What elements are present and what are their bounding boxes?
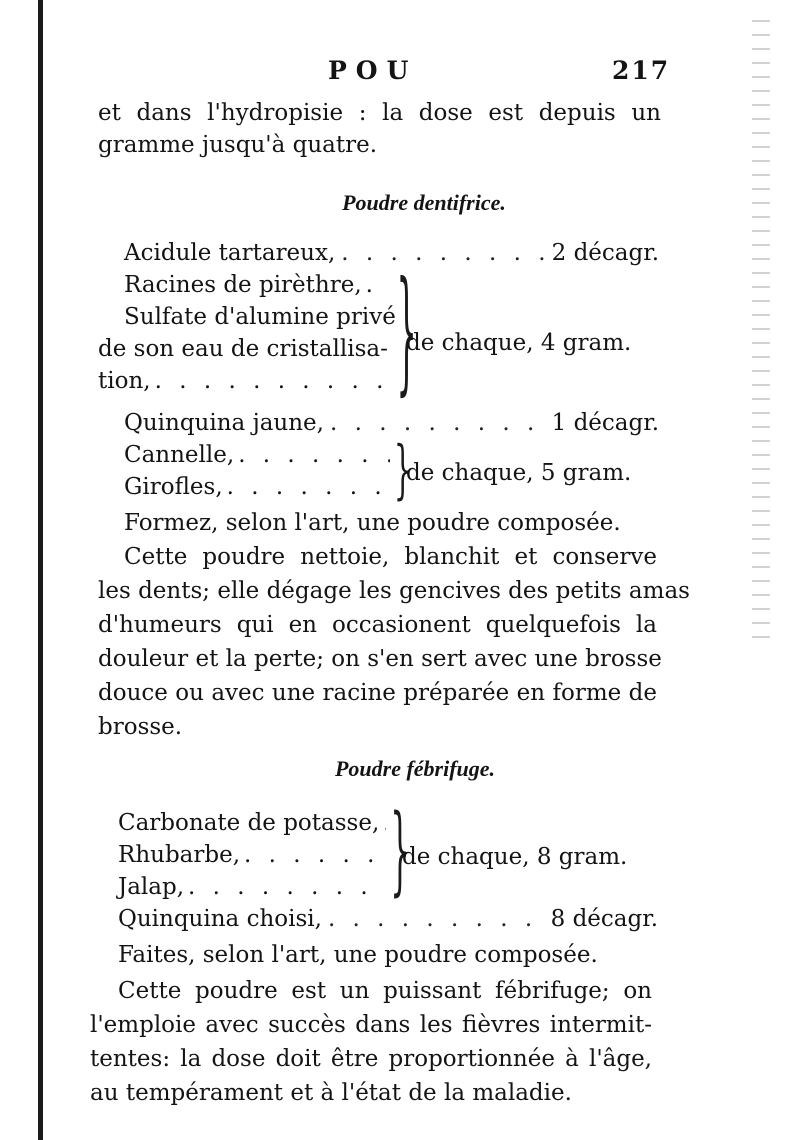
brace-icon: } xyxy=(396,251,417,409)
page-edge xyxy=(38,0,43,1140)
group-line: Jalap, . . . xyxy=(118,872,390,902)
group-line: Sulfate d'alumine privé xyxy=(124,304,396,330)
note2-line: Cette poudre est un puissant fébrifuge; on xyxy=(118,978,652,1004)
note1-line: d'humeurs qui en occasionent quelquefois la xyxy=(98,612,657,638)
ingredient-group-2 xyxy=(124,433,654,507)
ingredient-quantity: 8 décagr. xyxy=(550,906,658,932)
ingredient-label: Acidule tartareux, xyxy=(124,240,336,266)
intro-line-1: et dans l'hydropisie : la dose est depuis un xyxy=(98,100,661,126)
intro-line-2: gramme jusqu'à quatre. xyxy=(98,132,378,158)
recipe-row-acidule xyxy=(124,238,659,268)
group-line: de son eau de cristallisa- xyxy=(98,336,388,362)
ingredient-quantity: 2 décagr. xyxy=(551,240,659,266)
dot-leader xyxy=(330,408,546,438)
recipe-row-quinquina-choisi xyxy=(118,904,658,934)
dot-leader xyxy=(341,238,545,268)
note1-line: brosse. xyxy=(98,714,183,740)
note2-line: l'emploie avec succès dans les fièvres intermit- xyxy=(90,1012,652,1038)
instruction-1: Formez, selon l'art, une poudre composée. xyxy=(124,510,621,536)
group-line: Carbonate de potasse, . . . xyxy=(118,808,390,838)
ingredient-quantity: 1 décagr. xyxy=(551,410,659,436)
group-line: tion, . . . xyxy=(98,366,396,396)
note2-line: tentes: la dose doit être proportionnée à l'âge, xyxy=(90,1046,652,1072)
ingredient-label: Quinquina choisi, xyxy=(118,906,322,932)
running-head: POU xyxy=(328,56,418,85)
group-quantity: de chaque, 5 gram. xyxy=(406,460,632,486)
section-title-febrifuge: Poudre fébrifuge. xyxy=(334,756,496,781)
brace-icon: } xyxy=(390,794,410,907)
ingredient-label: Quinquina jaune, xyxy=(124,410,324,436)
group-line: Cannelle, . . . xyxy=(124,440,394,470)
margin-marks xyxy=(752,20,770,640)
group-line: Racines de pirèthre, . . . xyxy=(124,270,396,300)
brace-icon: } xyxy=(393,433,412,507)
note1-line: Cette poudre nettoie, blanchit et conserve xyxy=(124,544,657,570)
note1-line: douce ou avec une racine préparée en forme de xyxy=(98,680,657,706)
section-title-dentifrice: Poudre dentifrice. xyxy=(342,190,506,215)
dot-leader xyxy=(328,904,545,934)
group-quantity: de chaque, 4 gram. xyxy=(406,330,632,356)
note1-line: douleur et la perte; on s'en sert avec une brosse xyxy=(98,646,662,672)
instruction-2: Faites, selon l'art, une poudre composée. xyxy=(118,942,598,968)
note1-line: les dents; elle dégage les gencives des petits amas xyxy=(98,578,690,604)
page-number: 217 xyxy=(612,56,671,85)
ingredient-group-3 xyxy=(118,794,658,907)
recipe-row-quinquina-jaune xyxy=(124,408,659,438)
group-line: Rhubarbe, . . . xyxy=(118,840,390,870)
page-header xyxy=(0,54,800,90)
group-quantity: de chaque, 8 gram. xyxy=(402,844,628,870)
note2-line: au tempérament et à l'état de la maladie. xyxy=(90,1080,572,1106)
group-line: Girofles, . . . xyxy=(124,472,394,502)
